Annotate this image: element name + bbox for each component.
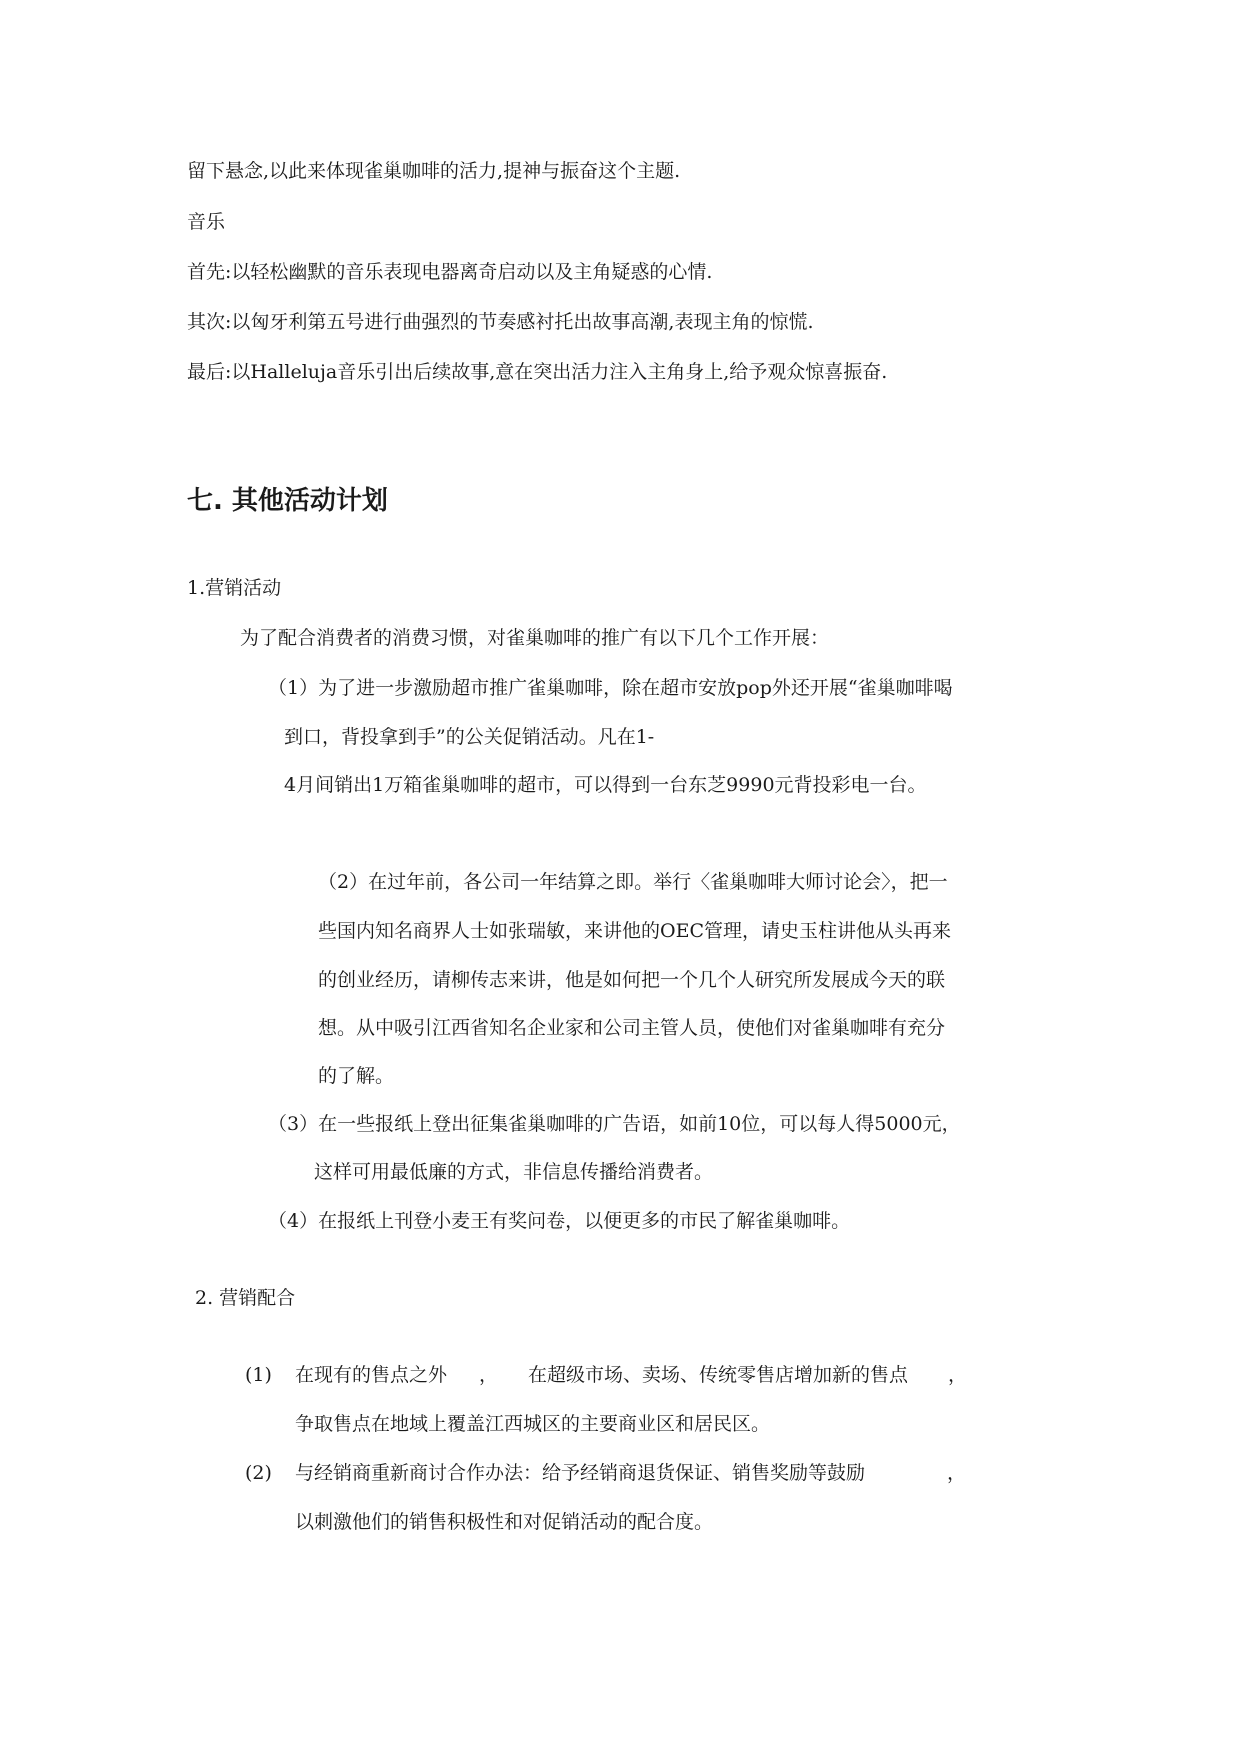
body-line: 留下悬念,以此来体现雀巢咖啡的活力,提神与振奋这个主题. <box>187 160 681 182</box>
text-segment: 在超级市场、卖场、传统零售店增加新的售点 <box>528 1364 909 1386</box>
body-line: 音乐 <box>187 211 226 233</box>
list-item-line: 这样可用最低廉的方式，非信息传播给消费者。 <box>314 1161 714 1183</box>
list-item-line: 争取售点在地域上覆盖江西城区的主要商业区和居民区。 <box>295 1413 771 1435</box>
list-item-line: （1）为了进一步激励超市推广雀巢咖啡，除在超市安放pop外还开展“雀巢咖啡喝 <box>268 677 953 699</box>
list-item-line: 的了解。 <box>318 1065 395 1087</box>
paragraph-line: 为了配合消费者的消费习惯，对雀巢咖啡的推广有以下几个工作开展： <box>240 627 830 649</box>
text-segment: 与经销商重新商讨合作办法：给予经销商退货保证、销售奖励等鼓励 <box>295 1462 866 1484</box>
list-item-line <box>295 1460 966 1486</box>
list-number: (1) <box>245 1364 272 1386</box>
list-item-line: 想。从中吸引江西省知名企业家和公司主管人员，使他们对雀巢咖啡有充分 <box>318 1017 946 1039</box>
text-segment: ， <box>948 1364 968 1386</box>
subsection-heading: 2. 营销配合 <box>195 1287 296 1309</box>
list-number: (2) <box>245 1462 272 1484</box>
list-item-line: （3）在一些报纸上登出征集雀巢咖啡的广告语，如前10位，可以每人得5000元， <box>268 1113 961 1135</box>
body-line: 最后:以Halleluja音乐引出后续故事,意在突出活力注入主角身上,给予观众惊喜振奋. <box>187 361 888 383</box>
body-line: 首先:以轻松幽默的音乐表现电器离奇启动以及主角疑惑的心情. <box>187 261 713 283</box>
text-segment: 在现有的售点之外 <box>295 1364 448 1386</box>
list-item-line <box>295 1362 967 1388</box>
section-heading: 七. 其他活动计划 <box>187 486 388 516</box>
body-line: 其次:以匈牙利第五号进行曲强烈的节奏感衬托出故事高潮,表现主角的惊慌. <box>187 311 814 333</box>
list-item-line: （2）在过年前，各公司一年结算之即。举行〈雀巢咖啡大师讨论会〉，把一 <box>318 871 948 893</box>
list-item-line: （4）在报纸上刊登小麦王有奖问卷，以便更多的市民了解雀巢咖啡。 <box>268 1210 851 1232</box>
list-item-line: 些国内知名商界人士如张瑞敏，来讲他的OEC管理，请史玉柱讲他从头再来 <box>318 920 951 942</box>
text-segment: ， <box>479 1364 499 1386</box>
list-item-line: 以刺激他们的销售积极性和对促销活动的配合度。 <box>295 1511 714 1533</box>
list-item-line: 4月间销出1万箱雀巢咖啡的超市，可以得到一台东芝9990元背投彩电一台。 <box>284 774 927 796</box>
list-item-line: 到口，背投拿到手”的公关促销活动。凡在1- <box>284 726 655 748</box>
list-item-line: 的创业经历，请柳传志来讲，他是如何把一个几个人研究所发展成今天的联 <box>318 969 946 991</box>
text-segment: ， <box>947 1462 967 1484</box>
subsection-heading: 1.营销活动 <box>187 577 282 599</box>
